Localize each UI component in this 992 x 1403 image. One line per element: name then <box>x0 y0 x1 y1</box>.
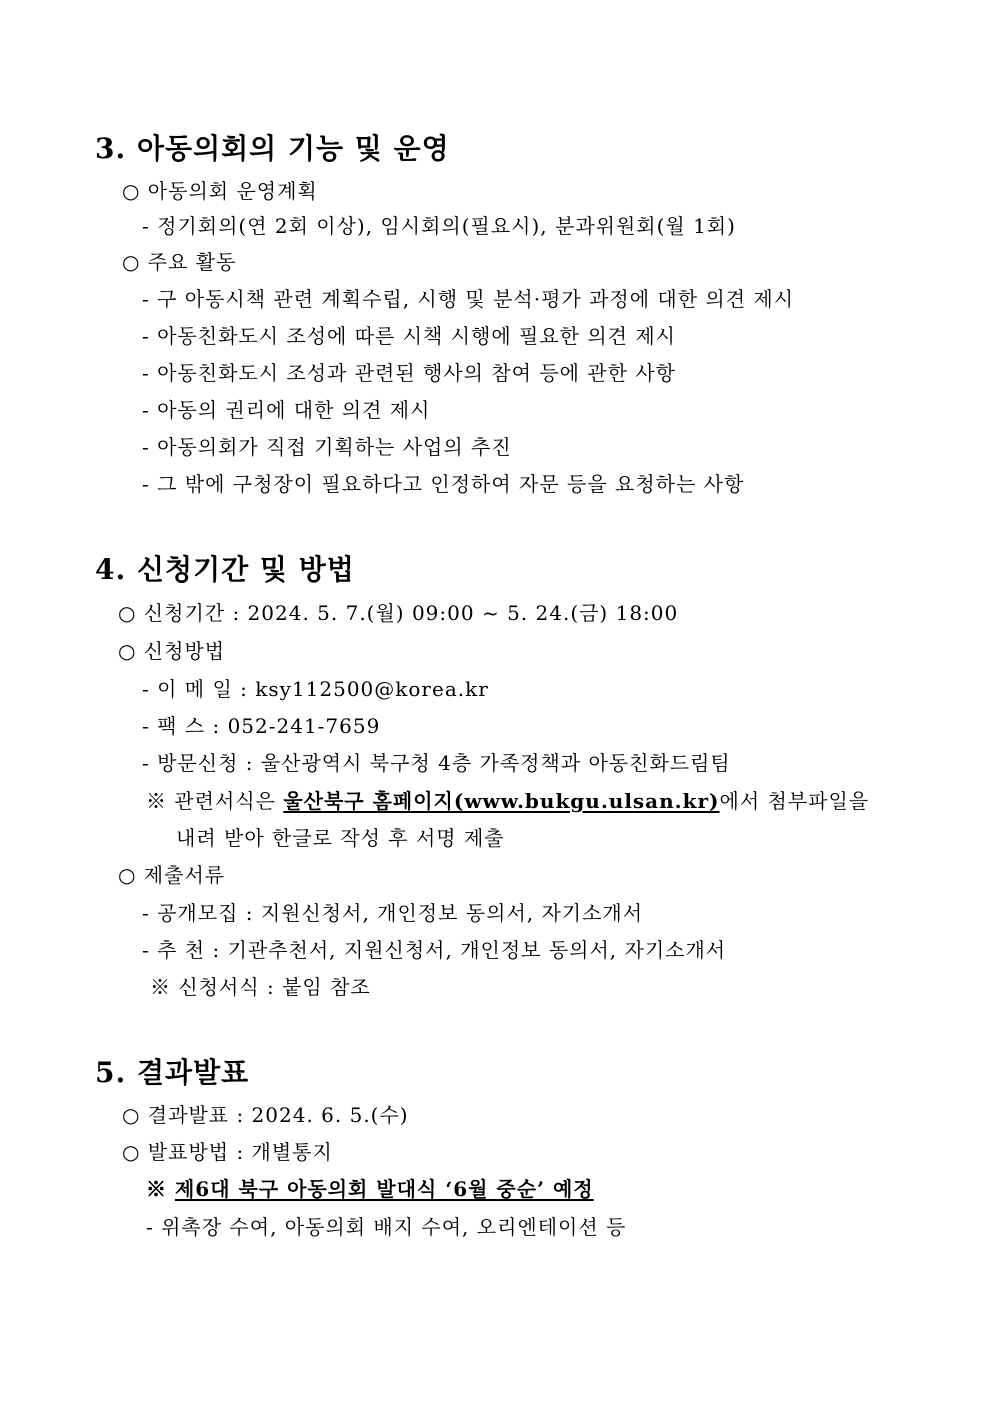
activity-item: - 그 밖에 구청장이 필요하다고 인정하여 자문 등을 요청하는 사항 <box>142 472 745 496</box>
activities-title: ○ 주요 활동 <box>122 250 237 274</box>
homepage-link[interactable]: 울산북구 홈페이지(www.bukgu.ulsan.kr) <box>283 789 720 813</box>
period: ○ 신청기간 : 2024. 5. 7.(월) 09:00 ~ 5. 24.(금) 18:00 <box>118 601 679 625</box>
ceremony-note <box>146 1173 594 1202</box>
section4-heading: 4. 신청기간 및 방법 <box>95 553 355 586</box>
activity-item: - 아동의회가 직접 기획하는 사업의 추진 <box>142 435 512 459</box>
docs-title: ○ 제출서류 <box>118 863 226 887</box>
email: - 이 메 일 : ksy112500@korea.kr <box>142 677 489 701</box>
form-note-suffix: 에서 첨부파일을 <box>719 789 870 813</box>
result-method: ○ 발표방법 : 개별통지 <box>122 1140 333 1164</box>
section5-heading: 5. 결과발표 <box>95 1056 250 1089</box>
docs-note: ※ 신청서식 : 붙임 참조 <box>150 975 371 999</box>
section3-heading: 3. 아동의회의 기능 및 운영 <box>95 132 450 165</box>
plan-item: - 정기회의(연 2회 이상), 임시회의(필요시), 분과위원회(월 1회) <box>142 214 736 238</box>
visit: - 방문신청 : 울산광역시 북구청 4층 가족정책과 아동친화드림팀 <box>142 751 731 775</box>
activity-item: - 아동의 권리에 대한 의견 제시 <box>142 398 431 422</box>
form-note-line2: 내려 받아 한글로 작성 후 서명 제출 <box>176 826 505 850</box>
fax: - 팩 스 : 052-241-7659 <box>142 714 381 738</box>
form-note <box>146 785 869 814</box>
ceremony-note-text: 제6대 북구 아동의회 발대식 ‘6월 중순’ 예정 <box>174 1177 594 1201</box>
plan-title: ○ 아동의회 운영계획 <box>122 179 318 203</box>
activity-item: - 아동친화도시 조성에 따른 시책 시행에 필요한 의견 제시 <box>142 324 676 348</box>
note-mark: ※ <box>146 1177 175 1201</box>
form-note-prefix: ※ 관련서식은 <box>146 789 284 813</box>
ceremony-item: - 위촉장 수여, 아동의회 배지 수여, 오리엔테이션 등 <box>146 1215 627 1239</box>
result-date: ○ 결과발표 : 2024. 6. 5.(수) <box>122 1103 409 1127</box>
docs-recommend: - 추 천 : 기관추천서, 지원신청서, 개인정보 동의서, 자기소개서 <box>142 938 727 962</box>
activity-item: - 구 아동시책 관련 계획수립, 시행 및 분석·평가 과정에 대한 의견 제시 <box>142 287 795 311</box>
activity-item: - 아동친화도시 조성과 관련된 행사의 참여 등에 관한 사항 <box>142 361 676 385</box>
method-title: ○ 신청방법 <box>118 639 226 663</box>
docs-open: - 공개모집 : 지원신청서, 개인정보 동의서, 자기소개서 <box>142 901 644 925</box>
